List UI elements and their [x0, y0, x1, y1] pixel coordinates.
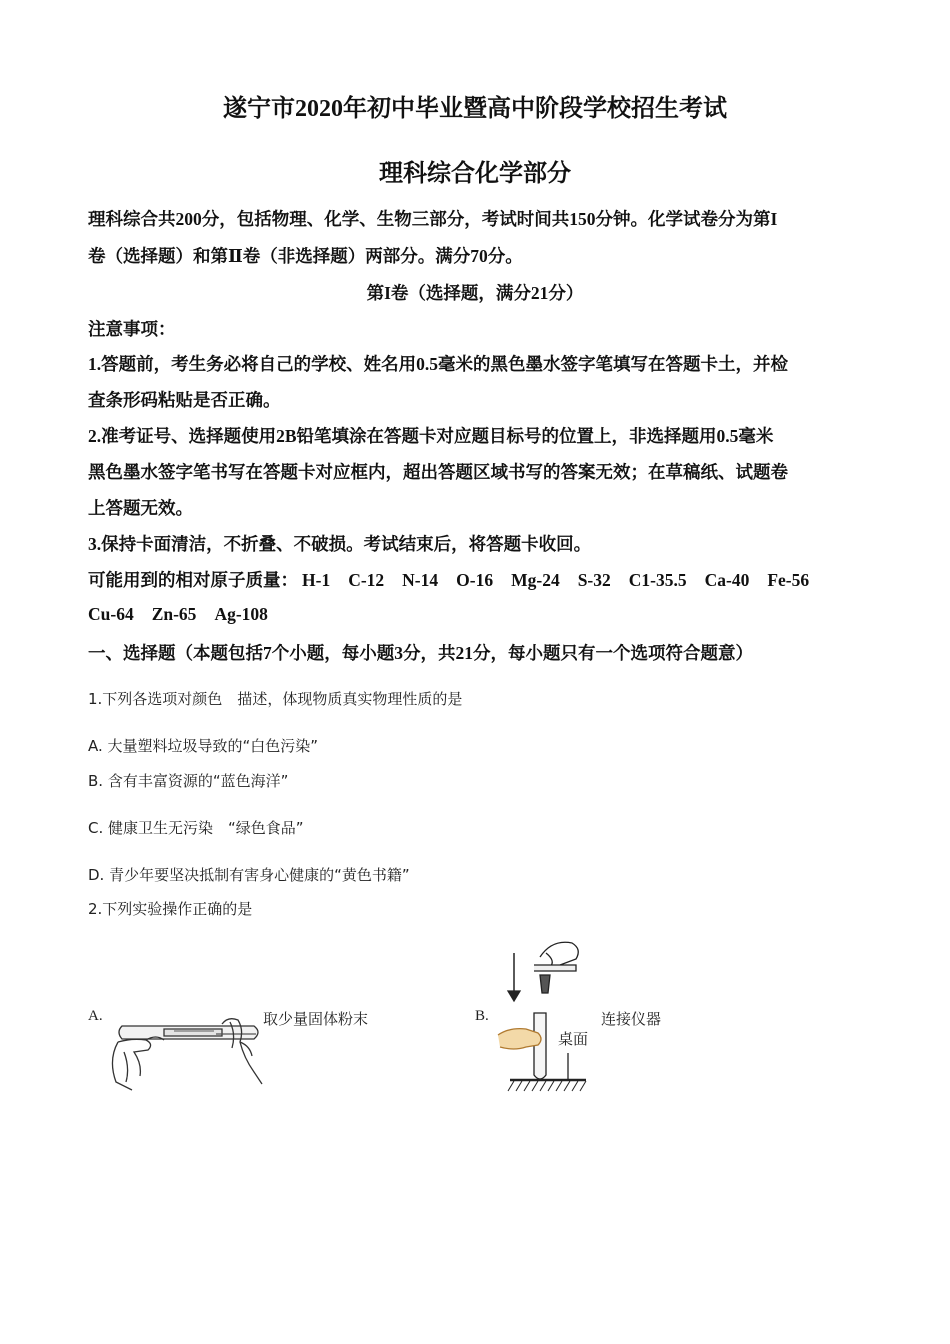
part-1-heading: 一、选择题（本题包括7个小题，每小题3分，共21分，每小题只有一个选项符合题意）: [88, 643, 753, 663]
test-tube-powder-illustration: [104, 1012, 269, 1092]
atomic-mass: Cu-64: [88, 604, 134, 624]
notice-item-3: 3.保持卡面清洁，不折叠、不破损。考试结束后，将答题卡收回。: [88, 534, 592, 554]
question-1-option-a: A. 大量塑料垃圾导致的“白色污染”: [88, 737, 319, 755]
atomic-mass: Fe-56: [767, 570, 810, 590]
atomic-masses-row-1: [88, 567, 878, 592]
atomic-masses-row-2: [88, 604, 878, 625]
notice-item-2-line-2: 黑色墨水签字笔书写在答题卡对应框内，超出答题区域书写的答案无效；在草稿纸、试题卷: [88, 462, 788, 482]
intro-line-2: 卷（选择题）和第Ⅱ卷（非选择题）两部分。满分70分。: [88, 246, 523, 266]
tube-connection-illustration: [490, 935, 590, 1095]
section-heading: 第I卷（选择题，满分21分）: [366, 283, 584, 303]
atomic-mass: S-32: [577, 570, 611, 590]
notice-item-1-line-2: 查条形码粘贴是否正确。: [88, 390, 281, 410]
question-2-option-a-letter: A.: [88, 1008, 103, 1024]
question-2-option-b-caption: 连接仪器: [601, 1010, 662, 1028]
notice-item-1-line-1: 1.答题前，考生务必将自己的学校、姓名用0.5毫米的黑色墨水签字笔填写在答题卡土，并检: [88, 354, 788, 374]
atomic-mass: Zn-65: [151, 604, 197, 624]
atomic-mass: O-16: [456, 570, 494, 590]
question-1-option-b: B. 含有丰富资源的“蓝色海洋”: [88, 772, 289, 790]
atomic-mass: Ca-40: [704, 570, 750, 590]
question-1-stem: 1.下列各选项对颜色 描述，体现物质真实物理性质的是: [88, 690, 463, 708]
atomic-mass: H-1: [302, 570, 331, 590]
question-2-option-a-caption: 取少量固体粉末: [263, 1010, 369, 1028]
atomic-mass: N-14: [402, 570, 439, 590]
table-surface-label: 桌面: [558, 1030, 589, 1048]
question-2-option-b-letter: B.: [475, 1008, 489, 1024]
question-2-stem: 2.下列实验操作正确的是: [88, 900, 253, 918]
exam-subtitle: 理科综合化学部分: [379, 161, 571, 187]
atomic-masses-label: 可能用到的相对原子质量：: [88, 570, 298, 590]
notice-item-2-line-1: 2.准考证号、选择题使用2B铅笔填涂在答题卡对应题目标号的位置上，非选择题用0.5毫米: [88, 426, 774, 446]
atomic-mass: Ag-108: [214, 604, 268, 624]
atomic-mass: C-12: [348, 570, 385, 590]
atomic-mass: C1-35.5: [628, 570, 687, 590]
intro-line-1: 理科综合共200分，包括物理、化学、生物三部分，考试时间共150分钟。化学试卷分为第I: [88, 209, 778, 229]
notice-heading: 注意事项：: [88, 319, 176, 339]
question-1-option-c: C. 健康卫生无污染 “绿色食品”: [88, 819, 304, 837]
question-1-option-d: D. 青少年要坚决抵制有害身心健康的“黄色书籍”: [88, 866, 410, 884]
exam-title: 遂宁市2020年初中毕业暨高中阶段学校招生考试: [223, 96, 727, 122]
notice-item-2-line-3: 上答题无效。: [88, 498, 193, 518]
atomic-mass: Mg-24: [511, 570, 560, 590]
